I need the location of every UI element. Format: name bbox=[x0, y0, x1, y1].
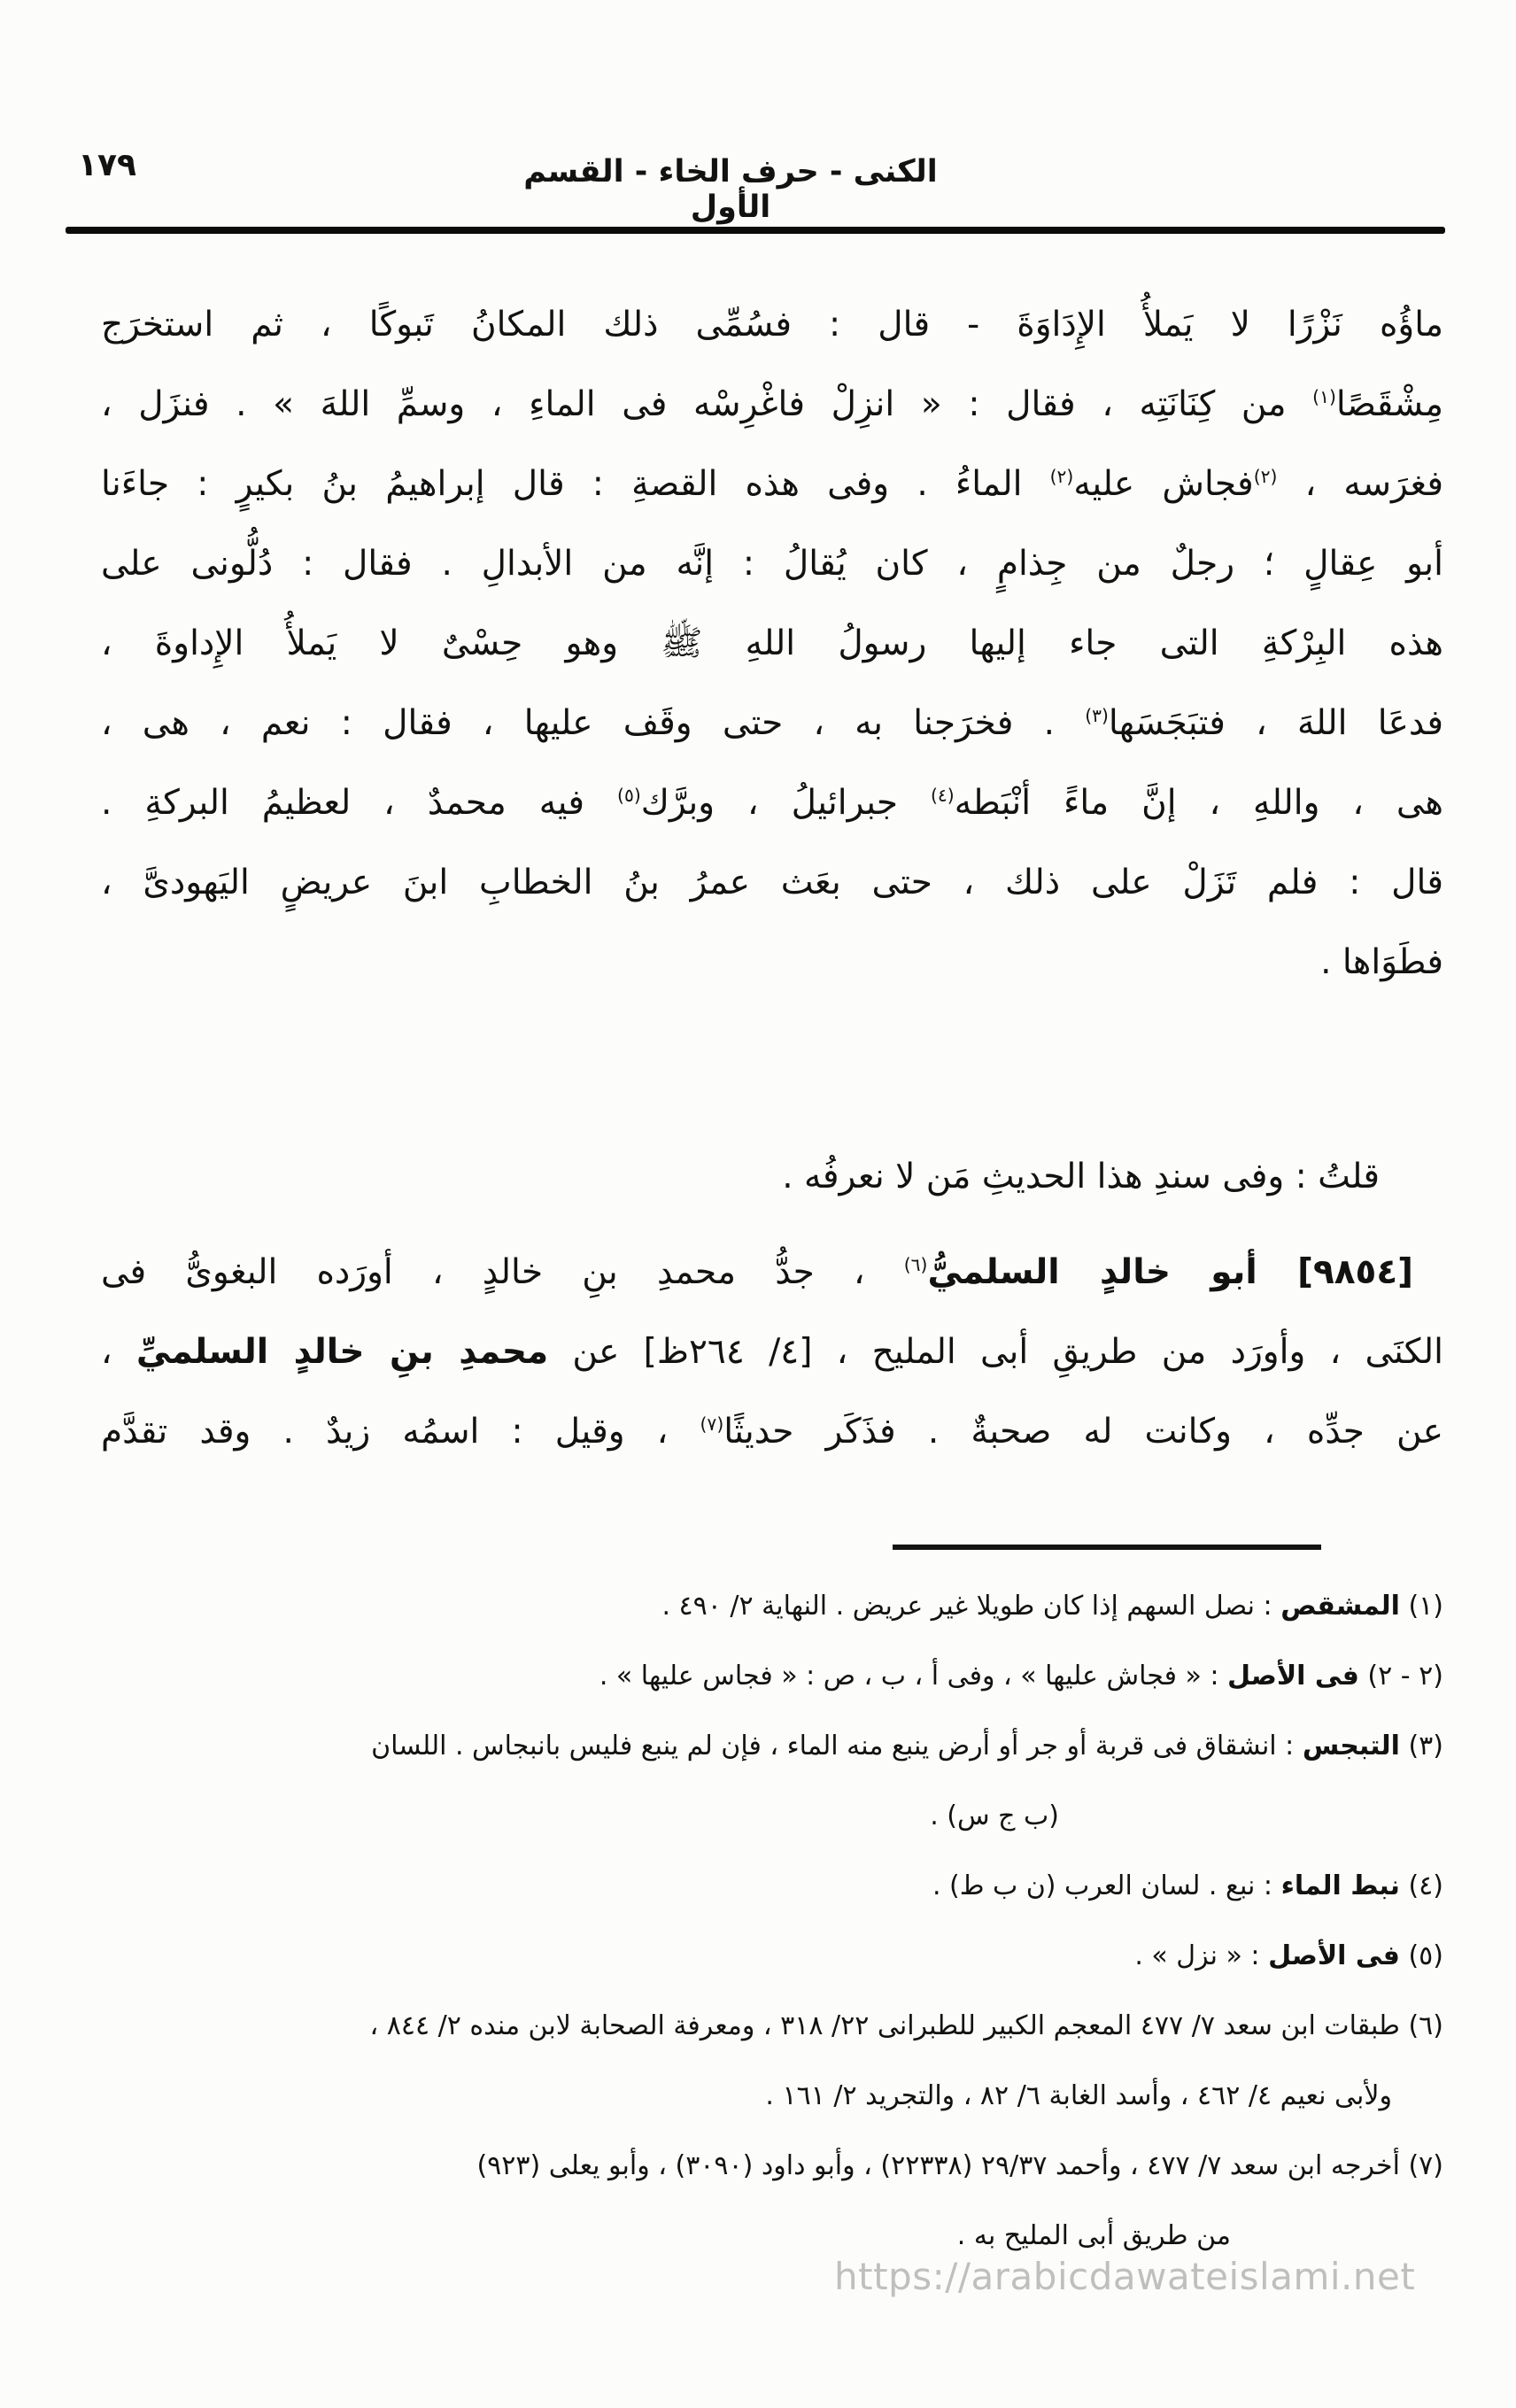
text-line bbox=[101, 1312, 1443, 1392]
text-segment: جبرائيلُ ، وبرَّك bbox=[640, 783, 931, 823]
text-segment: : « فجاش عليها » ، وفى أ ، ب ، ص : « فجاس عليها » . bbox=[599, 1661, 1228, 1692]
footnote-marker: (٧) bbox=[700, 1413, 724, 1435]
body-text bbox=[101, 285, 1443, 1472]
footnote-marker: (٦) bbox=[903, 1254, 928, 1275]
header-title: الكنى - حرف الخاء - القسم الأول bbox=[523, 154, 938, 225]
text-segment: (٣) bbox=[1399, 1731, 1443, 1761]
text-line bbox=[101, 1233, 1443, 1312]
text-segment: التبجس bbox=[1302, 1731, 1400, 1761]
text-segment: محمدِ بنِ خالدٍ السلميِّ bbox=[135, 1332, 549, 1372]
footnote-line bbox=[101, 1641, 1443, 1711]
text-line bbox=[101, 1392, 1443, 1472]
text-segment: فطَوَاها . bbox=[1320, 942, 1443, 982]
footnote-line bbox=[101, 1711, 1443, 1781]
footnote-line bbox=[101, 2131, 1443, 2201]
text-segment: ، جدُّ محمدِ بنِ خالدٍ ، أورَده البغوىُّ فى bbox=[101, 1252, 904, 1292]
text-segment: الماءُ . وفى هذه القصةِ : قال إبراهيمُ بنُ بكيرٍ : جاءَنا bbox=[101, 464, 1050, 504]
footnote-line bbox=[101, 2061, 1443, 2131]
footnote-marker: (٣) bbox=[1085, 705, 1109, 726]
text-segment: : « نزل » . bbox=[1134, 1940, 1269, 1971]
text-segment: فدعَا اللهَ ، فتبَجَسَها bbox=[1108, 703, 1443, 743]
text-segment: من كِنَانَتِه ، فقال : « انزِلْ فاغْرِسْه فى الماءِ ، وسمِّ اللهَ » . فنزَل ، bbox=[101, 384, 1313, 424]
text-segment: (٦) طبقات ابن سعد ٧/ ٤٧٧ المعجم الكبير للطبرانى ٢٢/ ٣١٨ ، ومعرفة الصحابة لابن منده ٢/ ٨٤٤ ، bbox=[369, 2010, 1443, 2041]
text-segment: قال : فلم تَزَلْ على ذلك ، حتى بعَث عمرُ بنُ الخطابِ ابنَ عريضٍ اليَهودىَّ ، bbox=[101, 863, 1443, 902]
footnote-separator bbox=[893, 1545, 1321, 1550]
footnote-line bbox=[101, 1991, 1443, 2061]
text-segment: ، وقيل : اسمُه زيدٌ . وقد تقدَّم bbox=[101, 1412, 700, 1452]
text-segment: فى الأصل bbox=[1227, 1661, 1359, 1692]
footnote-marker: (٢) bbox=[1049, 466, 1074, 487]
text-segment: : نبع . لسان العرب (ن ب ط) . bbox=[932, 1870, 1281, 1901]
text-segment: [٩٨٥٤] أبو خالدٍ السلميُّ bbox=[927, 1252, 1413, 1292]
text-segment: فيه محمدٌ ، لعظيمُ البركةِ . bbox=[101, 783, 618, 823]
text-line bbox=[101, 763, 1443, 843]
text-segment: نبط الماء bbox=[1280, 1870, 1400, 1901]
text-line bbox=[101, 843, 1443, 923]
text-line bbox=[101, 285, 1443, 365]
text-segment: (٧) أخرجه ابن سعد ٧/ ٤٧٧ ، وأحمد ٢٩/٣٧ (٢٢٣٣٨) ، وأبو داود (٣٠٩٠) ، وأبو يعلى (٩٢٣) bbox=[476, 2150, 1443, 2181]
text-segment: أبو عِقالٍ ؛ رجلٌ من جِذامٍ ، كان يُقالُ : إنَّه من الأبدالِ . فقال : دُلُّونى على bbox=[101, 544, 1443, 584]
footnote-line bbox=[101, 1571, 1443, 1641]
text-line bbox=[101, 684, 1443, 763]
footnote-marker: (٥) bbox=[617, 785, 641, 806]
footnote-marker: (٤) bbox=[930, 785, 955, 806]
footnote-marker: (٢) bbox=[1253, 466, 1278, 487]
text-segment: ، bbox=[101, 1332, 136, 1372]
text-segment: . فخرَجنا به ، حتى وقَف عليها ، فقال : نعم ، هى ، bbox=[101, 703, 1086, 743]
text-line bbox=[101, 1137, 1443, 1217]
text-segment: : نصل السهم إذا كان طويلا غير عريض . النهاية ٢/ ٤٩٠ . bbox=[661, 1591, 1281, 1622]
text-line bbox=[101, 445, 1443, 524]
text-segment: (١) bbox=[1399, 1591, 1443, 1622]
text-segment: قلتُ : وفى سندِ هذا الحديثِ مَن لا نعرفُه . bbox=[782, 1157, 1380, 1196]
text-line bbox=[101, 365, 1443, 445]
page-number: ١٧٩ bbox=[78, 147, 136, 183]
text-segment: مِشْقَصًا bbox=[1335, 384, 1443, 424]
text-segment: (٥) bbox=[1399, 1940, 1443, 1971]
text-segment: (٤) bbox=[1399, 1870, 1443, 1901]
footnotes bbox=[101, 1571, 1443, 2271]
text-segment: عن جدِّه ، وكانت له صحبةٌ . فذَكَر حديثًا bbox=[723, 1412, 1443, 1452]
footnote-line bbox=[101, 1781, 1443, 1851]
text-segment: فجاش عليه bbox=[1073, 464, 1254, 504]
text-segment: هى ، واللهِ ، إنَّ ماءً أنْبَطه bbox=[954, 783, 1443, 823]
watermark-url: https://arabicdawateislami.net bbox=[834, 2255, 1416, 2298]
text-segment: المشقص bbox=[1280, 1591, 1400, 1622]
text-line bbox=[101, 604, 1443, 684]
text-segment: : انشقاق فى قربة أو جر أو أرض ينبع منه الماء ، فإن لم ينبع فليس بانبجاس . اللسان bbox=[371, 1731, 1303, 1761]
text-segment: (٢ - ٢) bbox=[1358, 1661, 1443, 1692]
header-rule bbox=[66, 227, 1445, 234]
footnote-line bbox=[101, 1921, 1443, 1991]
text-segment: (ب ج س) . bbox=[930, 1800, 1059, 1831]
text-segment: هذه البِرْكةِ التى جاء إليها رسولُ اللهِ ﷺ وهو حِسْىٌ لا يَملأُ الإِداوةَ ، bbox=[101, 623, 1443, 663]
text-segment: فغرَسه ، bbox=[1277, 464, 1443, 504]
footnote-line bbox=[101, 1851, 1443, 1921]
text-segment: فى الأصل bbox=[1268, 1940, 1400, 1971]
footnote-marker: (١) bbox=[1312, 386, 1336, 407]
text-segment: الكنَى ، وأورَد من طريقِ أبى المليح ، [٤/ ٢٦٤ظ] عن bbox=[548, 1332, 1443, 1372]
text-segment: ولأبى نعيم ٤/ ٤٦٢ ، وأسد الغابة ٦/ ٨٢ ، والتجريد ٢/ ١٦١ . bbox=[765, 2080, 1392, 2111]
text-segment: من طريق أبى المليح به . bbox=[956, 2220, 1231, 2251]
text-segment: ماؤُه نَزْرًا لا يَملأُ الإِدَاوَةَ - قال : فسُمِّى ذلك المكانُ تَبوكًا ، ثم استخرَج bbox=[101, 305, 1443, 345]
text-line bbox=[101, 923, 1443, 1003]
text-line bbox=[101, 524, 1443, 604]
